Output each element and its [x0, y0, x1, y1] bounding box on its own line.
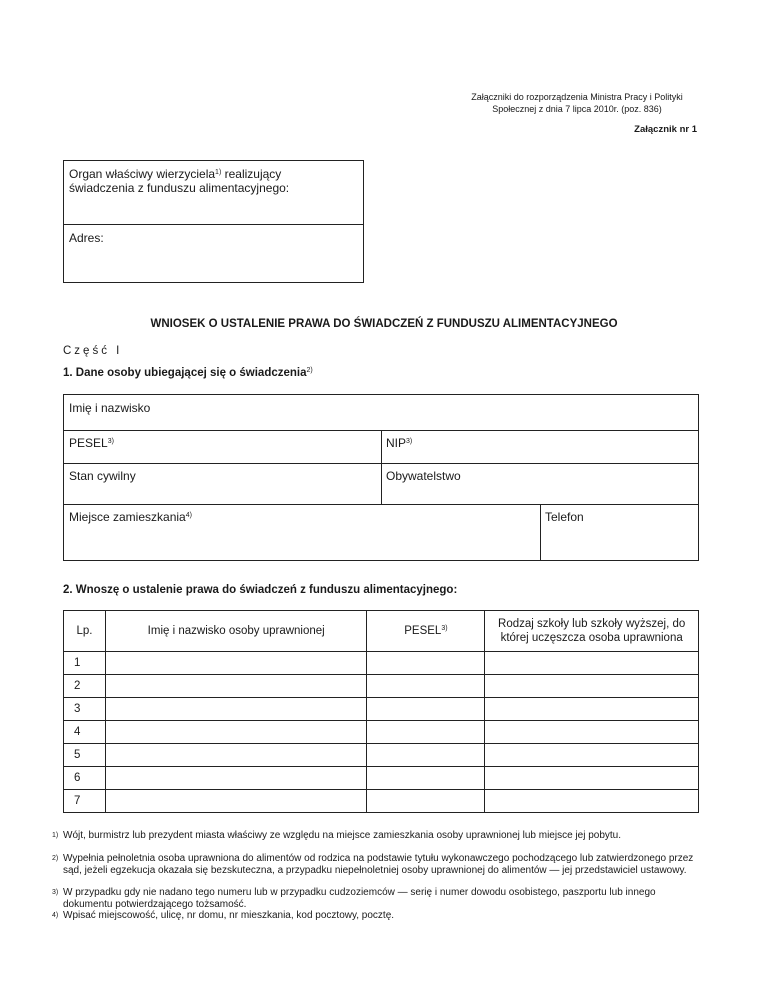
- organ-field[interactable]: [64, 161, 363, 225]
- name-cell[interactable]: [105, 790, 367, 813]
- address-label: Adres:: [69, 231, 104, 245]
- phone-field[interactable]: [540, 504, 698, 560]
- residence-field[interactable]: Miejsce zamieszkania$^{4)}$: [69, 510, 192, 524]
- footnote-3: 3) W przypadku gdy nie nadano tego numeru lub w przypadku cudzoziemców — serię i numer dowodu osobistego, paszportu lub innego dokumentu potwierdzającego tożsamość.: [52, 887, 656, 910]
- name-field[interactable]: [64, 395, 698, 430]
- row-number: 6: [64, 767, 106, 790]
- row-number: 5: [64, 744, 106, 767]
- school-cell[interactable]: [485, 767, 699, 790]
- school-cell[interactable]: [485, 721, 699, 744]
- name-cell[interactable]: [105, 698, 367, 721]
- footnote-1: 1) Wójt, burmistrz lub prezydent miasta właściwy ze względu na miejsce zamieszkania osoby uprawnionej lub miejsce jej pobytu.: [52, 830, 622, 841]
- civil-status-field[interactable]: [64, 463, 381, 504]
- footnote-2: 2) Wypełnia pełnoletnia osoba uprawniona do alimentów od rodzica na podstawie tytułu wykonawczego pochodzącego lub zatwierdzonego przez sąd, jeżeli egzekucja okazała się bezskuteczna, a przypadku niepełnoletniej osoby uprawnionej do alimentów — jej przedstawiciel ustawowy.: [52, 853, 694, 876]
- table-row: [64, 767, 699, 790]
- pesel-field[interactable]: PESEL$^{3)}$: [69, 436, 114, 450]
- organ-box: [63, 160, 364, 283]
- residence-label: Miejsce zamieszkania: [69, 510, 186, 524]
- pesel-cell[interactable]: [367, 652, 485, 675]
- name-cell[interactable]: [105, 652, 367, 675]
- school-cell[interactable]: [485, 675, 699, 698]
- name-cell[interactable]: [105, 721, 367, 744]
- phone-label: Telefon: [545, 510, 584, 524]
- table-header-row: [64, 611, 699, 652]
- col-name-header: Imię i nazwisko osoby uprawnionej: [105, 611, 367, 652]
- part-label: Część I: [63, 345, 123, 357]
- row-number: 2: [64, 675, 106, 698]
- school-cell[interactable]: [485, 698, 699, 721]
- row-number: 4: [64, 721, 106, 744]
- school-cell[interactable]: [485, 790, 699, 813]
- pesel-cell[interactable]: [367, 767, 485, 790]
- col-school-header: Rodzaj szkoły lub szkoły wyższej, do której uczęszcza osoba uprawniona: [485, 611, 699, 652]
- footnote-4: 4) Wpisać miejscowość, ulicę, nr domu, nr mieszkania, kod pocztowy, pocztę.: [52, 910, 395, 921]
- beneficiaries-table: [63, 610, 699, 813]
- regulation-header: [457, 91, 697, 115]
- name-label: Imię i nazwisko: [69, 401, 151, 415]
- row-number: 3: [64, 698, 106, 721]
- nip-field[interactable]: NIP$^{3)}$: [386, 436, 413, 450]
- pesel-cell[interactable]: [367, 698, 485, 721]
- organ-label: Organ właściwy wierzyciela$^{1)}$ realizujący świadczenia z funduszu alimentacyjnego:: [69, 167, 290, 195]
- row-number: 7: [64, 790, 106, 813]
- col-lp-header: Lp.: [64, 611, 106, 652]
- name-cell[interactable]: [105, 744, 367, 767]
- address-field[interactable]: [64, 225, 363, 284]
- table-row: [64, 698, 699, 721]
- form-title: WNIOSEK O USTALENIE PRAWA DO ŚWIADCZEŃ Z FUNDUSZU ALIMENTACYJNEGO: [150, 318, 618, 330]
- row-number: 1: [64, 652, 106, 675]
- regulation-line-2: Społecznej z dnia 7 lipca 2010r. (poz. 836): [492, 104, 662, 114]
- pesel-cell[interactable]: [367, 721, 485, 744]
- regulation-line-1: Załączniki do rozporządzenia Ministra Pracy i Polityki: [471, 92, 683, 102]
- table-row: [64, 721, 699, 744]
- table-row: [64, 790, 699, 813]
- table-row: [64, 675, 699, 698]
- name-cell[interactable]: [105, 767, 367, 790]
- nip-label: NIP: [386, 436, 407, 450]
- section-1-heading: 1. Dane osoby ubiegającej się o świadczenia$^{2)}$: [63, 367, 313, 379]
- col-pesel-header: PESEL$^{3)}$: [367, 611, 485, 652]
- annex-label: Załącznik nr 1: [634, 124, 697, 135]
- school-cell[interactable]: [485, 744, 699, 767]
- table-row: [64, 652, 699, 675]
- civil-status-label: Stan cywilny: [69, 469, 136, 483]
- pesel-cell[interactable]: [367, 675, 485, 698]
- section-2-heading: 2. Wnoszę o ustalenie prawa do świadczeń z funduszu alimentacyjnego:: [63, 584, 458, 596]
- name-cell[interactable]: [105, 675, 367, 698]
- pesel-label: PESEL: [69, 436, 108, 450]
- table-row: [64, 744, 699, 767]
- pesel-cell[interactable]: [367, 790, 485, 813]
- school-cell[interactable]: [485, 652, 699, 675]
- pesel-cell[interactable]: [367, 744, 485, 767]
- citizenship-label: Obywatelstwo: [386, 469, 461, 483]
- citizenship-field[interactable]: [381, 463, 698, 504]
- applicant-data-table: [63, 394, 699, 561]
